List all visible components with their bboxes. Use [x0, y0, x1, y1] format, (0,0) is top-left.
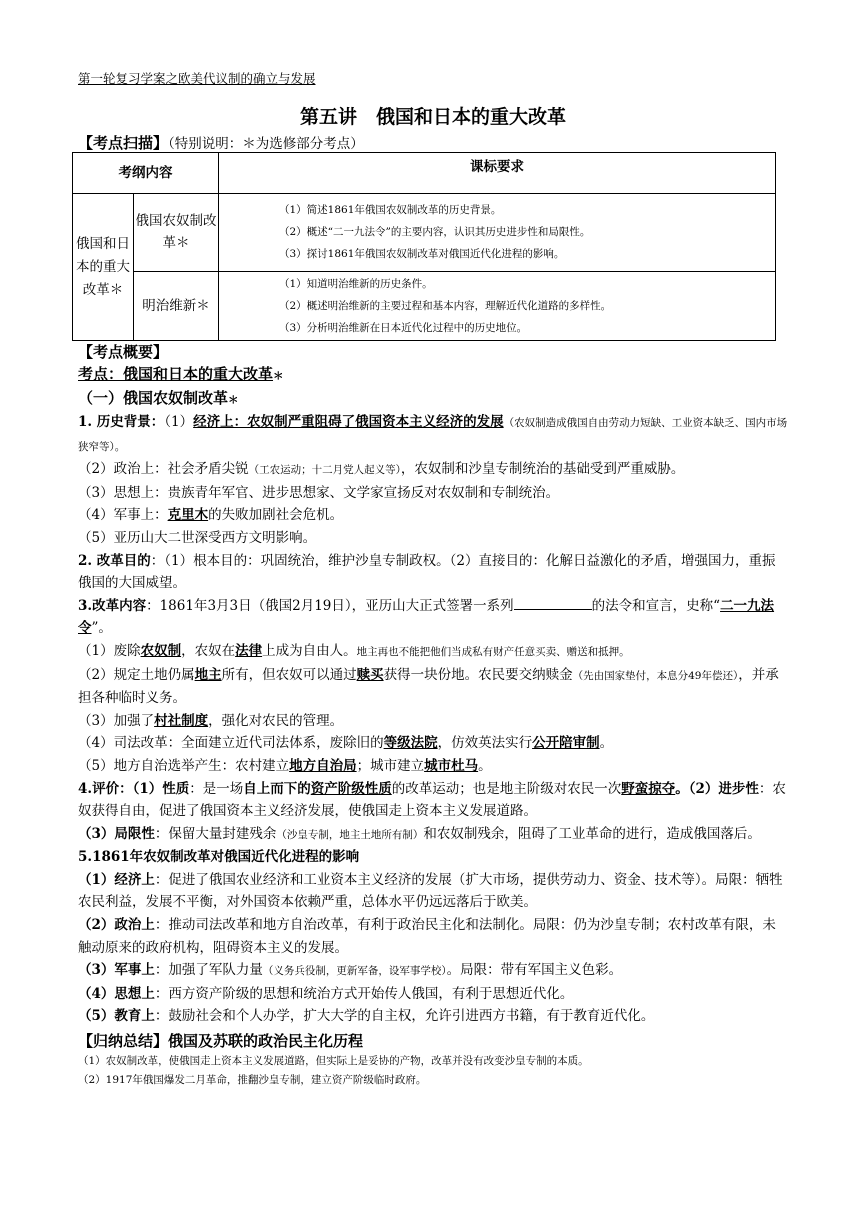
impact-military: （3）军事上：加强了军队力量（义务兵役制，更新军备，设军事学校）。局限：带有军国主义色彩。: [78, 962, 623, 979]
background-para-1: 1. 历史背景：（1）经济上：农奴制严重阻碍了俄国资本主义经济的发展（农奴制造成俄国自由劳动力短缺、工业资本缺乏、国内市场狭窄等）。: [78, 414, 788, 453]
background-para-5: （5）亚历山大二世深受西方文明影响。: [78, 529, 317, 546]
impact-title: 5.1861年农奴制改革对俄国近代化进程的影响: [78, 849, 360, 866]
req-item: （3）分析明治维新在日本近代化过程中的历史地位。: [279, 321, 528, 334]
table-row-label: 俄国和日本的重大改革＊: [73, 194, 134, 341]
evaluation-limits: （3）局限性：保留大量封建残余（沙皇专制，地主土地所有制）和农奴制残余，阻碍了工业革命的进行，造成俄国落后。: [78, 825, 761, 842]
requirements-table: [72, 152, 776, 341]
req-item: （2）概述明治维新的主要过程和基本内容，理解近代化道路的多样性。: [279, 299, 612, 312]
fill-blank: [514, 595, 592, 610]
background-para-2: （2）政治上：社会矛盾尖锐（工农运动；十二月党人起义等），农奴制和沙皇专制统治的基础受到严重威胁。: [78, 461, 685, 478]
scan-label: 【考点扫描】: [78, 134, 169, 152]
scan-note: （特别说明：＊为选修部分考点）: [168, 136, 364, 152]
table-topic-serfdom: 俄国农奴制改革＊: [134, 194, 219, 272]
content-item-2: （2）规定土地仍属地主所有，但农奴可以通过赎买获得一块份地。农民要交纳赎金（先由国家垫付，本息分49年偿还），并承担各种临时义务。: [78, 666, 779, 707]
point-title: 考点：俄国和日本的重大改革＊: [78, 365, 284, 383]
page-title: 第五讲 俄国和日本的重大改革: [299, 106, 566, 128]
impact-education: （5）教育上：鼓励社会和个人办学，扩大大学的自主权，允许引进西方书籍，有于教育近代化。: [78, 1008, 655, 1025]
impact-thought: （4）思想上：西方资产阶级的思想和统治方式开始传人俄国，有利于思想近代化。: [78, 985, 574, 1002]
outline-label: 【考点概要】: [78, 343, 169, 361]
table-header-content: 考纲内容: [73, 153, 219, 194]
background-para-3: （3）思想上：贵族青年军官、进步思想家、文学家宣扬反对农奴制和专制统治。: [78, 484, 560, 501]
background-para-4: （4）军事上：克里木的失败加剧社会危机。: [78, 507, 344, 524]
evaluation-para: 4.评价：（1）性质：是一场自上而下的资产阶级性质的改革运动；也是地主阶级对农民一次野蛮掠夺。（2）进步性：农奴获得自由，促进了俄国资本主义经济发展，使俄国走上资本主义发展道路。: [78, 780, 786, 820]
summary-title: 【归纳总结】俄国及苏联的政治民主化历程: [78, 1032, 364, 1051]
impact-politics: （2）政治上：推动司法改革和地方自治改革，有利于政治民主化和法制化。局限：仍为沙皇专制；农村改革有限，未触动原来的政府机构，阻碍资本主义的发展。: [78, 917, 776, 956]
req-item: （2）概述“二一九法令”的主要内容，认识其历史进步性和局限性。: [279, 226, 591, 239]
table-topic-meiji: 明治维新＊: [134, 271, 219, 340]
table-reqs-meiji: [219, 271, 776, 340]
subsection-title: （一）俄国农奴制改革＊: [78, 389, 239, 407]
content-item-3: （3）加强了村社制度，强化对农民的管理。: [78, 712, 344, 729]
req-item: （1）简述1861年俄国农奴制改革的历史背景。: [279, 204, 502, 217]
table-reqs-serfdom: [219, 194, 776, 272]
summary-line-2: （2）1917年俄国爆发二月革命，推翻沙皇专制，建立资产阶级临时政府。: [78, 1074, 427, 1087]
document-page: [78, 70, 788, 1090]
impact-economy: （1）经济上：促进了俄国农业经济和工业资本主义经济的发展（扩大市场，提供劳动力、资金、技术等）。局限：牺牲农民利益，发展不平衡，对外国资本依赖严重，总体水平仍远远落后于欧美。: [78, 871, 783, 911]
content-item-4: （4）司法改革：全面建立近代司法体系，废除旧的等级法院，仿效英法实行公开陪审制。: [78, 735, 614, 752]
content-intro: 3.改革内容：1861年3月3日（俄国2月19日），亚历山大正式签署一系列 的法令和宣言，史称“二一九法令”。: [78, 595, 788, 640]
content-item-5: （5）地方自治选举产生：农村建立地方自治局；城市建立城市杜马。: [78, 757, 492, 774]
req-item: （1）知道明治维新的历史条件。: [279, 277, 433, 290]
content-item-1: （1）废除农奴制，农奴在法律上成为自由人。地主再也不能把他们当成私有财产任意买卖、赠送和抵押。: [78, 642, 630, 659]
goal-para: 2. 改革目的：（1）根本目的：巩固统治，维护沙皇专制政权。（2）直接目的：化解日益激化的矛盾，增强国力，重振俄国的大国威望。: [78, 552, 776, 592]
summary-line-1: （1）农奴制改革，使俄国走上资本主义发展道路，但实际上是妥协的产物，改革并没有改变沙皇专制的本质。: [78, 1055, 589, 1068]
req-item: （3）探讨1861年俄国农奴制改革对俄国近代化进程的影响。: [279, 248, 565, 261]
table-header-requirements: 课标要求: [219, 153, 776, 194]
scan-heading: [78, 132, 788, 152]
running-header: 第一轮复习学案之欧美代议制的确立与发展: [78, 71, 316, 86]
